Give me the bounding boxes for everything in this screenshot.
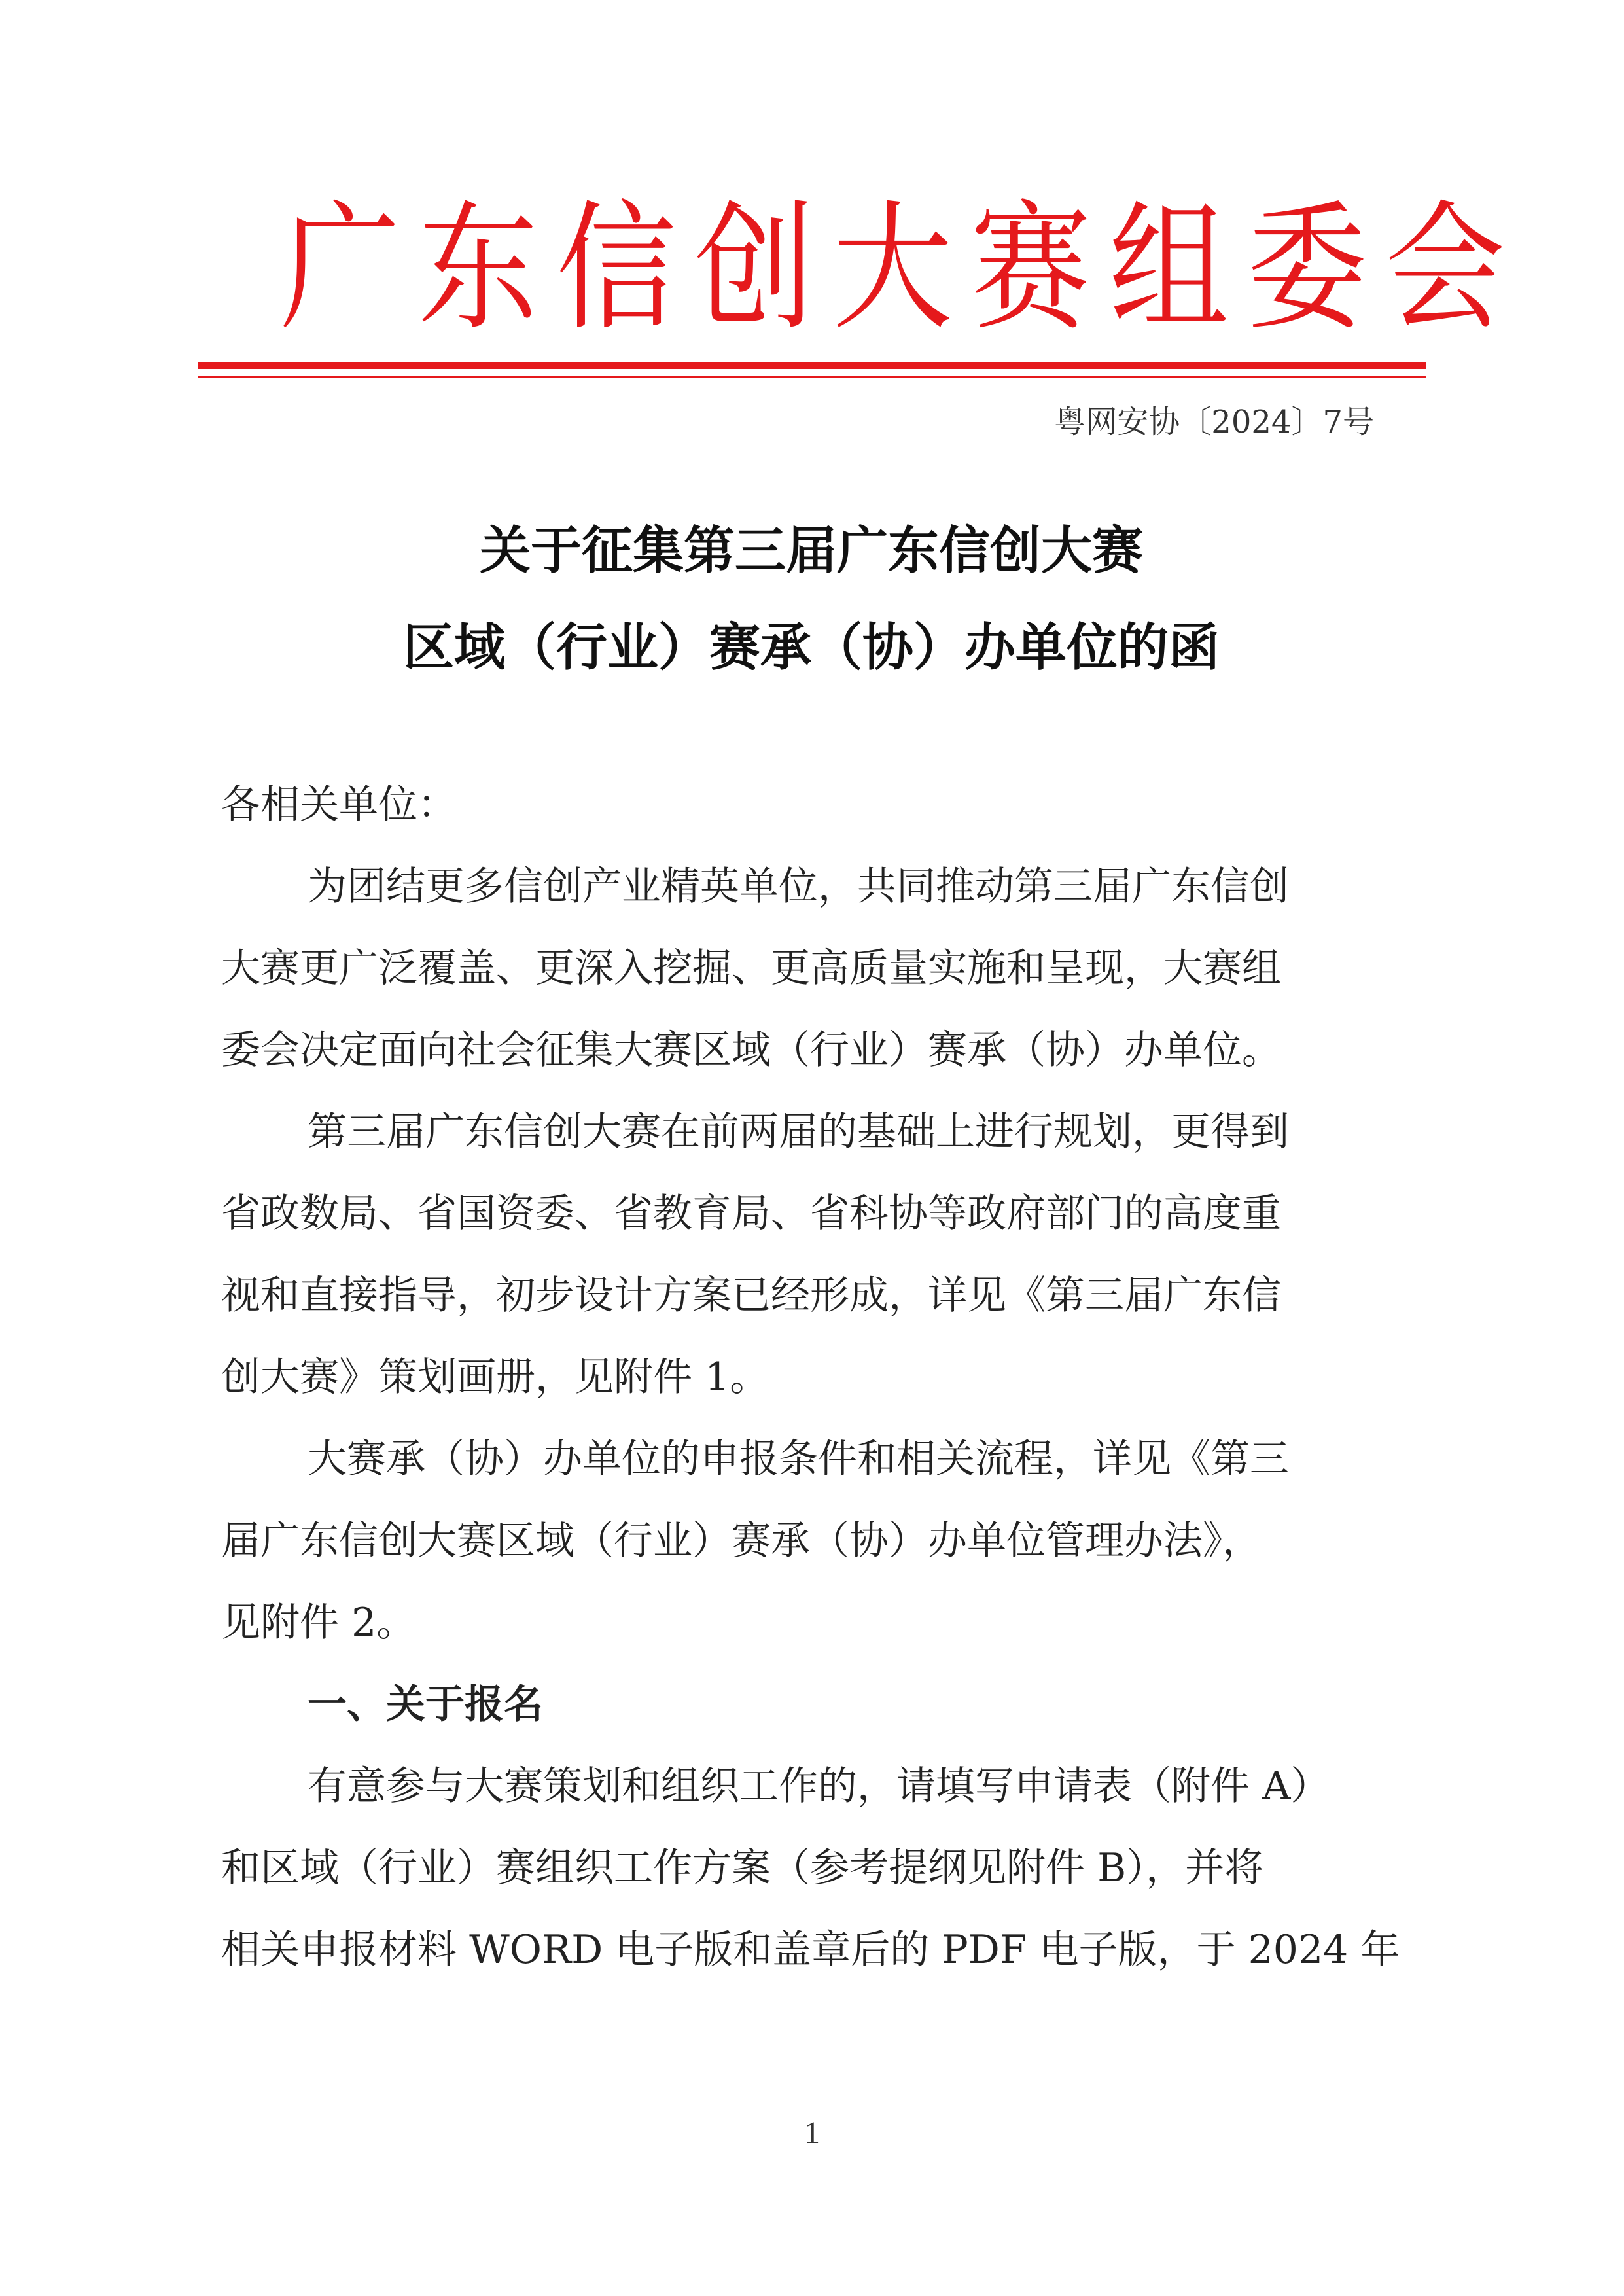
paragraph-line <box>0 1914 1624 1986</box>
masthead-rule-thin <box>198 376 1426 378</box>
document-title-line-1: 关于征集第三届广东信创大赛 <box>479 521 1143 580</box>
masthead-rule-thick <box>198 362 1426 369</box>
section-heading: 一、关于报名 <box>308 1682 543 1727</box>
paragraph-3-text: 届广东信创大赛区域（行业）赛承（协）办单位管理办法》， <box>221 1518 1262 1564</box>
paragraph-line <box>0 1587 1624 1659</box>
page-number: 1 <box>804 2115 820 2150</box>
paragraph-line <box>0 851 1624 923</box>
paragraph-line <box>0 1014 1624 1086</box>
paragraph-line <box>0 1832 1624 1904</box>
paragraph-line <box>0 1341 1624 1413</box>
salutation: 各相关单位： <box>221 782 457 828</box>
paragraph-2-text: 创大赛》策划画册，见附件 1。 <box>221 1354 769 1400</box>
paragraph-line <box>0 1178 1624 1250</box>
paragraph-3-text: 见附件 2。 <box>221 1600 416 1646</box>
document-title-line-2: 区域（行业）赛承（协）办单位的函 <box>402 618 1220 677</box>
paragraph-3-text: 大赛承（协）办单位的申报条件和相关流程，详见《第三 <box>308 1436 1289 1482</box>
document-number: 粤网安协〔2024〕7号 <box>1054 404 1374 440</box>
masthead-title: 广东信创大赛组委会 <box>280 187 1524 349</box>
paragraph-line <box>0 1260 1624 1332</box>
paragraph-line <box>0 1750 1624 1822</box>
paragraph-2-text: 省政数局、省国资委、省教育局、省科协等政府部门的高度重 <box>221 1191 1281 1237</box>
paragraph-line <box>0 1505 1624 1577</box>
paragraph-2-text: 第三届广东信创大赛在前两届的基础上进行规划，更得到 <box>308 1109 1289 1155</box>
paragraph-4-text: 有意参与大赛策划和组织工作的，请填写申请表（附件 A） <box>308 1763 1330 1809</box>
paragraph-4-text: 相关申报材料 WORD 电子版和盖章后的 PDF 电子版，于 2024 年 <box>221 1927 1400 1973</box>
section-heading-line <box>0 1669 1624 1740</box>
paragraph-4-text: 和区域（行业）赛组织工作方案（参考提纲见附件 B），并将 <box>221 1845 1264 1891</box>
paragraph-1-text: 为团结更多信创产业精英单位，共同推动第三届广东信创 <box>308 864 1289 910</box>
paragraph-line <box>0 932 1624 1004</box>
paragraph-1-text: 委会决定面向社会征集大赛区域（行业）赛承（协）办单位。 <box>221 1027 1281 1073</box>
paragraph-line <box>0 1423 1624 1495</box>
paragraph-1-text: 大赛更广泛覆盖、更深入挖掘、更高质量实施和呈现，大赛组 <box>221 945 1281 991</box>
paragraph-2-text: 视和直接指导，初步设计方案已经形成，详见《第三届广东信 <box>221 1273 1281 1318</box>
paragraph-line <box>0 1096 1624 1168</box>
salutation-line <box>0 769 1624 841</box>
